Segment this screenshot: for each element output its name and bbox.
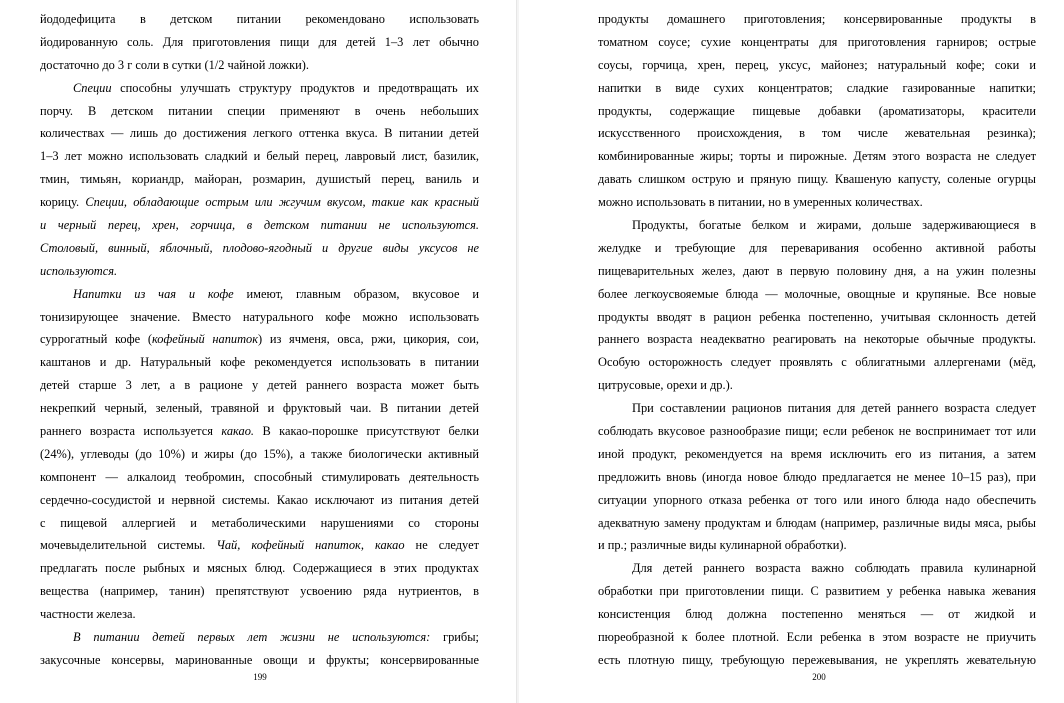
text-segment: частности железа. [40, 607, 136, 622]
text-line [40, 145, 479, 168]
text-segment: 1–3 лет можно использовать сладкий и белый перец, лавровый лист, базилик, [40, 149, 479, 164]
text-line [598, 374, 1036, 397]
text-line [598, 145, 1036, 168]
text-line [598, 328, 1036, 351]
text-line [40, 328, 479, 351]
left-page [0, 0, 519, 703]
text-line [40, 466, 479, 489]
italic-text: и черный перец, хрен, горчица, в детском питании не используются. [40, 218, 479, 233]
text-segment: грибы; [430, 630, 479, 645]
italic-text: Чай, кофейный напиток, какао [216, 538, 405, 553]
right-page-number: 200 [812, 672, 826, 682]
text-segment: давать слишком острую и пряную пищу. Квашеную капусту, соленые огурцы [598, 172, 1036, 187]
text-segment: каштанов и др. Натуральный кофе рекомендуется использовать в питании [40, 355, 479, 370]
text-line [40, 512, 479, 535]
text-line [598, 306, 1036, 329]
text-line [598, 397, 1036, 420]
text-line [598, 8, 1036, 31]
text-segment: сердечно-сосудистой и нервной системы. Какао исключают из питания детей [40, 492, 479, 507]
text-line [40, 77, 479, 100]
text-segment: некрепкий черный, зеленый, травяной и фруктовый чаи. В питании детей [40, 401, 479, 416]
text-line [40, 8, 479, 31]
text-line [40, 214, 479, 237]
text-segment: более легкоусвояемые блюда — молочные, овощные и крупяные. Все новые [598, 286, 1036, 301]
text-line [598, 466, 1036, 489]
italic-text: Специи, обладающие острым или жгучим вкусом, такие как красный [85, 195, 479, 210]
text-line [598, 54, 1036, 77]
text-line [598, 489, 1036, 512]
text-line [598, 122, 1036, 145]
text-line [598, 214, 1036, 237]
text-segment: При составлении рационов питания для детей раннего возраста следует [632, 401, 1036, 416]
text-segment: тонизирующее значение. Вместо натурального кофе можно использовать [40, 309, 479, 324]
text-segment: раннего возраста используется [40, 424, 222, 439]
text-line [598, 649, 1036, 672]
left-page-text [40, 8, 479, 672]
text-segment: с пищевой аллергией и метаболическими нарушениями со стороны [40, 515, 479, 530]
text-line [40, 374, 479, 397]
italic-text: Напитки из чая и кофе [73, 286, 234, 301]
text-line [40, 31, 479, 54]
text-line [40, 534, 479, 557]
italic-text: Специи [73, 80, 112, 95]
text-line [40, 557, 479, 580]
left-page-number: 199 [253, 672, 267, 682]
text-line [598, 626, 1036, 649]
text-segment: раннего возраста неадекватно реагировать на некоторые обычные продукты. [598, 332, 1036, 347]
text-line [40, 191, 479, 214]
text-line [598, 557, 1036, 580]
text-segment: искусственного происхождения, в том числе жевательная резинка); [598, 126, 1036, 141]
text-line [40, 420, 479, 443]
text-line [40, 100, 479, 123]
text-line [40, 168, 479, 191]
text-segment: пищеварительных желез, дают в первую половину дня, а на ужин полезны [598, 263, 1036, 278]
text-segment: не следует [404, 538, 479, 553]
text-segment: цитрусовые, орехи и др.). [598, 378, 733, 393]
text-segment: можно использовать в питании, но в умеренных количествах. [598, 195, 923, 210]
italic-text: В питании детей первых лет жизни не используются: [73, 630, 431, 645]
text-segment: желудке и требующие для переваривания особенно активной работы [598, 240, 1036, 255]
text-line [598, 443, 1036, 466]
right-page-text [598, 8, 1036, 672]
text-line [40, 397, 479, 420]
text-segment: напитки в виде сухих концентратов; сладкие газированные напитки; [598, 80, 1036, 95]
text-segment: имеют, главным образом, вкусовое и [233, 286, 479, 301]
text-line [40, 489, 479, 512]
text-segment: соблюдать вкусовое разнообразие пищи; если ребенок не воспринимает тот или [598, 424, 1036, 439]
text-segment: суррогатный кофе ( [40, 332, 152, 347]
text-line [598, 351, 1036, 374]
text-segment: предлагать после рыбных и мясных блюд. Содержащиеся в этих продуктах [40, 561, 479, 576]
text-segment: соусы, горчица, хрен, перец, уксус, майонез; натуральный кофе; соки и [598, 57, 1036, 72]
text-line [598, 31, 1036, 54]
text-line [598, 420, 1036, 443]
text-line [598, 512, 1036, 535]
text-segment: Для детей раннего возраста важно соблюдать правила кулинарной [632, 561, 1036, 576]
text-segment: способны улучшать структуру продуктов и предотвращать их [111, 80, 479, 95]
text-line [598, 260, 1036, 283]
text-segment: мочевыделительной системы. [40, 538, 217, 553]
text-segment: предложить вновь (иногда новое блюдо предлагается не менее 10–15 раз), при [598, 469, 1036, 484]
text-segment: йодированную соль. Для приготовления пищи для детей 1–3 лет обычно [40, 34, 479, 49]
text-line [40, 443, 479, 466]
text-segment: порчу. В детском питании специи применяют в очень небольших [40, 103, 479, 118]
text-line [598, 283, 1036, 306]
text-line [40, 122, 479, 145]
italic-text: используются. [40, 263, 118, 278]
text-segment: (24%), углеводы (до 10%) и жиры (до 15%), а также биологически активный [40, 446, 479, 461]
text-segment: вещества (например, танин) препятствуют усвоению ряда нутриентов, в [40, 584, 479, 599]
text-line [40, 649, 479, 672]
text-segment: продукты вводят в рацион ребенка постепенно, учитывая склонность детей [598, 309, 1036, 324]
text-segment: и пр.; различные виды кулинарной обработки). [598, 538, 847, 553]
text-line [598, 191, 1036, 214]
text-segment: ) из ячменя, овса, ржи, цикория, сои, [258, 332, 479, 347]
text-segment: адекватную замену продуктам и блюдам (например, различные виды мяса, рыбы [598, 515, 1036, 530]
text-line [40, 626, 479, 649]
text-line [598, 237, 1036, 260]
text-line [40, 351, 479, 374]
text-segment: есть плотную пищу, требующую пережевывания, не укреплять жевательную [598, 652, 1036, 667]
text-line [598, 580, 1036, 603]
text-segment: закусочные консервы, маринованные овощи и фрукты; консервированные [40, 652, 479, 667]
text-segment: комбинированные жиры; торты и пирожные. Детям этого возраста не следует [598, 149, 1036, 164]
text-segment: тмин, тимьян, кориандр, майоран, розмарин, душистый перец, ваниль и [40, 172, 479, 187]
right-page [519, 0, 1064, 703]
text-segment: количествах — лишь до достижения легкого оттенка вкуса. В питании детей [40, 126, 479, 141]
text-segment: ситуации упорного отказа ребенка от того или иного блюда надо обеспечить [598, 492, 1036, 507]
text-line [40, 603, 479, 626]
text-line [40, 54, 479, 77]
text-segment: Продукты, богатые белком и жирами, дольше задерживающиеся в [632, 218, 1036, 233]
text-line [40, 580, 479, 603]
text-line [598, 168, 1036, 191]
text-segment: консистенция блюд должна постепенно меняться — от жидкой и [598, 607, 1036, 622]
text-line [598, 603, 1036, 626]
text-segment: Особую осторожность следует проявлять с облигатными аллергенами (мёд, [598, 355, 1036, 370]
italic-text: кофейный напиток [151, 332, 259, 347]
text-segment: пюреобразной к более плотной. Если ребенка в этом возрасте не приучить [598, 630, 1036, 645]
text-segment: обработки при приготовлении пищи. С развитием у ребенка навыка жевания [598, 584, 1036, 599]
text-segment: йододефицита в детском питании рекомендовано использовать [40, 12, 479, 26]
text-line [40, 260, 479, 283]
text-segment: детей старше 3 лет, а в рационе у детей раннего возраста может быть [40, 378, 479, 393]
text-segment: корицу. [40, 195, 86, 210]
italic-text: Столовый, винный, яблочный, плодово-ягодный и другие виды уксусов не [40, 240, 479, 255]
text-segment: В какао-порошке присутствуют белки [254, 424, 479, 439]
text-line [598, 77, 1036, 100]
text-segment: иной продукт, рекомендуется на время исключить его из питания, а затем [598, 446, 1036, 461]
text-segment: томатном соусе; сухие концентраты для приготовления гарниров; острые [598, 34, 1036, 49]
text-line [598, 100, 1036, 123]
italic-text: какао. [221, 424, 255, 439]
text-segment: продукты домашнего приготовления; консервированные продукты в [598, 12, 1036, 26]
text-line [40, 237, 479, 260]
text-segment: компонент — алкалоид теобромин, способный стимулировать деятельность [40, 469, 479, 484]
text-segment: продукты, содержащие пищевые добавки (ароматизаторы, красители [598, 103, 1036, 118]
text-line [598, 534, 1036, 557]
text-line [40, 306, 479, 329]
text-line [40, 283, 479, 306]
text-segment: достаточно до 3 г соли в сутки (1/2 чайной ложки). [40, 57, 309, 72]
